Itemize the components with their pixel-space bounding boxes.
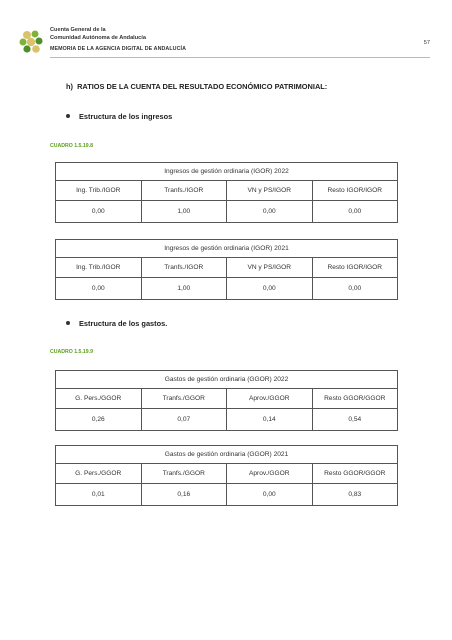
page-number: 57 bbox=[423, 40, 430, 46]
column-header: Tranfs./IGOR bbox=[141, 258, 227, 278]
table-title: Ingresos de gestión ordinaria (IGOR) 2021 bbox=[56, 240, 398, 258]
ingresos-2022-table bbox=[55, 162, 398, 223]
cuadro-ingresos-label: CUADRO 1.5.19.8 bbox=[50, 143, 93, 149]
column-header: Aprov./GGOR bbox=[227, 464, 313, 484]
gastos-heading bbox=[66, 319, 167, 328]
column-header: Tranfs./IGOR bbox=[141, 181, 227, 201]
memoria-title: MEMORIA DE LA AGENCIA DIGITAL DE ANDALUCÍA bbox=[50, 46, 187, 52]
page-header bbox=[18, 24, 430, 58]
table-cell: 0,00 bbox=[227, 278, 313, 300]
table-cell: 0,07 bbox=[141, 409, 227, 431]
column-header: G. Pers./GGOR bbox=[56, 464, 142, 484]
gastos-heading-text: Estructura de los gastos. bbox=[79, 319, 168, 328]
section-title: h) RATIOS DE LA CUENTA DEL RESULTADO ECONÓMICO PATRIMONIAL: bbox=[66, 82, 328, 91]
table-cell: 0,26 bbox=[56, 409, 142, 431]
header-divider bbox=[50, 57, 430, 58]
table-title: Gastos de gestión ordinaria (GGOR) 2022 bbox=[56, 371, 398, 389]
table-cell: 0,00 bbox=[227, 484, 313, 506]
table-cell: 0,16 bbox=[141, 484, 227, 506]
table-cell: 0,14 bbox=[227, 409, 313, 431]
column-header: Resto IGOR/IGOR bbox=[312, 181, 398, 201]
table-title: Gastos de gestión ordinaria (GGOR) 2021 bbox=[56, 446, 398, 464]
table-cell: 0,00 bbox=[227, 201, 313, 223]
column-header: Tranfs./GGOR bbox=[141, 464, 227, 484]
table-cell: 0,83 bbox=[312, 484, 398, 506]
column-header: Resto GGOR/GGOR bbox=[312, 389, 398, 409]
organization-name bbox=[50, 27, 146, 42]
table-cell: 0,00 bbox=[312, 201, 398, 223]
column-header: Resto IGOR/IGOR bbox=[312, 258, 398, 278]
table-cell: 0,54 bbox=[312, 409, 398, 431]
bullet-icon bbox=[66, 321, 70, 325]
table-cell: 1,00 bbox=[141, 278, 227, 300]
ingresos-heading-text: Estructura de los ingresos bbox=[79, 112, 173, 121]
org-line-1: Cuenta General de la bbox=[50, 27, 106, 33]
table-cell: 1,00 bbox=[141, 201, 227, 223]
column-header: Ing. Trib./IGOR bbox=[56, 181, 142, 201]
table-cell: 0,00 bbox=[312, 278, 398, 300]
cuadro-gastos-label: CUADRO 1.5.19.9 bbox=[50, 349, 93, 355]
table-title: Ingresos de gestión ordinaria (IGOR) 2022 bbox=[56, 163, 398, 181]
table-cell: 0,01 bbox=[56, 484, 142, 506]
ingresos-heading bbox=[66, 112, 172, 121]
gastos-2021-table bbox=[55, 445, 398, 506]
junta-logo-icon bbox=[18, 28, 46, 56]
column-header: Ing. Trib./IGOR bbox=[56, 258, 142, 278]
column-header: VN y PS/IGOR bbox=[227, 258, 313, 278]
column-header: VN y PS/IGOR bbox=[227, 181, 313, 201]
gastos-2022-table bbox=[55, 370, 398, 431]
column-header: Aprov./GGOR bbox=[227, 389, 313, 409]
column-header: Tranfs./GGOR bbox=[141, 389, 227, 409]
table-cell: 0,00 bbox=[56, 201, 142, 223]
org-line-2: Comunidad Autónoma de Andalucía bbox=[50, 34, 146, 41]
column-header: Resto GGOR/GGOR bbox=[312, 464, 398, 484]
column-header: G. Pers./GGOR bbox=[56, 389, 142, 409]
bullet-icon bbox=[66, 114, 70, 118]
ingresos-2021-table bbox=[55, 239, 398, 300]
table-cell: 0,00 bbox=[56, 278, 142, 300]
